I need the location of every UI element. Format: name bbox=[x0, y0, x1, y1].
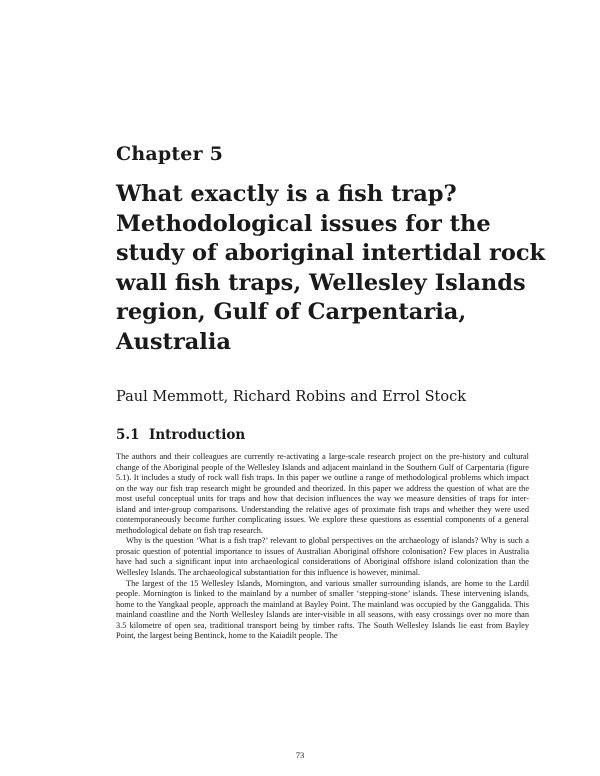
chapter-title-line: region, Gulf of Carpentaria, bbox=[116, 299, 467, 325]
paragraph: The largest of the 15 Wellesley Islands, Mornington, and various smaller surrounding islands, are home to the Lardil people. Mornington is linked to the mainland by a number of smaller ‘stepping-stone’ islands. These intervening islands, home to the Yangkaal people, approach the mainland at Bayley Point. The mainland was occupied by the Ganggalida. This mainland coastline and the North Wellesley Islands are inter-visible in all seasons, with easy crossings over no more than 3.5 kilometre of open sea, traditional transport being by timber rafts. The South Wellesley Islands lie east from Bayley Point, the largest being Bentinck, home to the Kaiadilt people. The bbox=[116, 578, 529, 641]
chapter-title bbox=[116, 180, 546, 357]
chapter-title-line: Australia bbox=[116, 328, 231, 355]
section-number: 5.1 bbox=[116, 427, 140, 443]
section-heading bbox=[116, 427, 245, 443]
chapter-authors: Paul Memmott, Richard Robins and Errol Stock bbox=[116, 389, 466, 405]
section-title: Introduction bbox=[149, 427, 246, 443]
chapter-title-line: study of aboriginal intertidal rock bbox=[116, 240, 546, 266]
chapter-title-line: wall fish traps, Wellesley Islands bbox=[116, 269, 526, 296]
page-number: 73 bbox=[295, 750, 305, 760]
body-text bbox=[116, 452, 529, 642]
paragraph: Why is the question ‘What is a fish trap?’ relevant to global perspectives on the archaeology of islands? Why is such a prosaic question of potential importance to issues of Australian Aboriginal offshore colonisation? Few places in Australia have had such a significant input into archaeological considerations of Aboriginal offshore island colonization than the Wellesley Islands. The archaeological substantiation for this influence is however, minimal. bbox=[116, 536, 529, 578]
chapter-title-line: What exactly is a fish trap? bbox=[116, 181, 457, 207]
chapter-label: Chapter 5 bbox=[116, 143, 224, 165]
chapter-title-line: Methodological issues for the bbox=[116, 210, 491, 237]
paragraph: The authors and their colleagues are currently re-activating a large-scale research project on the pre-history and cultural change of the Aboriginal people of the Wellesley Islands and adjacent mainland in the Southern Gulf of Carpentaria (figure 5.1). It includes a study of rock wall fish traps. In this paper we outline a range of methodological problems which impact on the way our fish trap research might be grounded and theorized. In this paper we address the question of what are the most useful conceptual units for traps and how that decision influences the way we measure densities of traps for inter-island and inter-group comparisons. Understanding the relative ages of proximate fish traps and whether they were used contemporaneously become further complicating issues. We explore these questions as essential components of a general methodological debate on fish trap research. bbox=[116, 452, 529, 535]
